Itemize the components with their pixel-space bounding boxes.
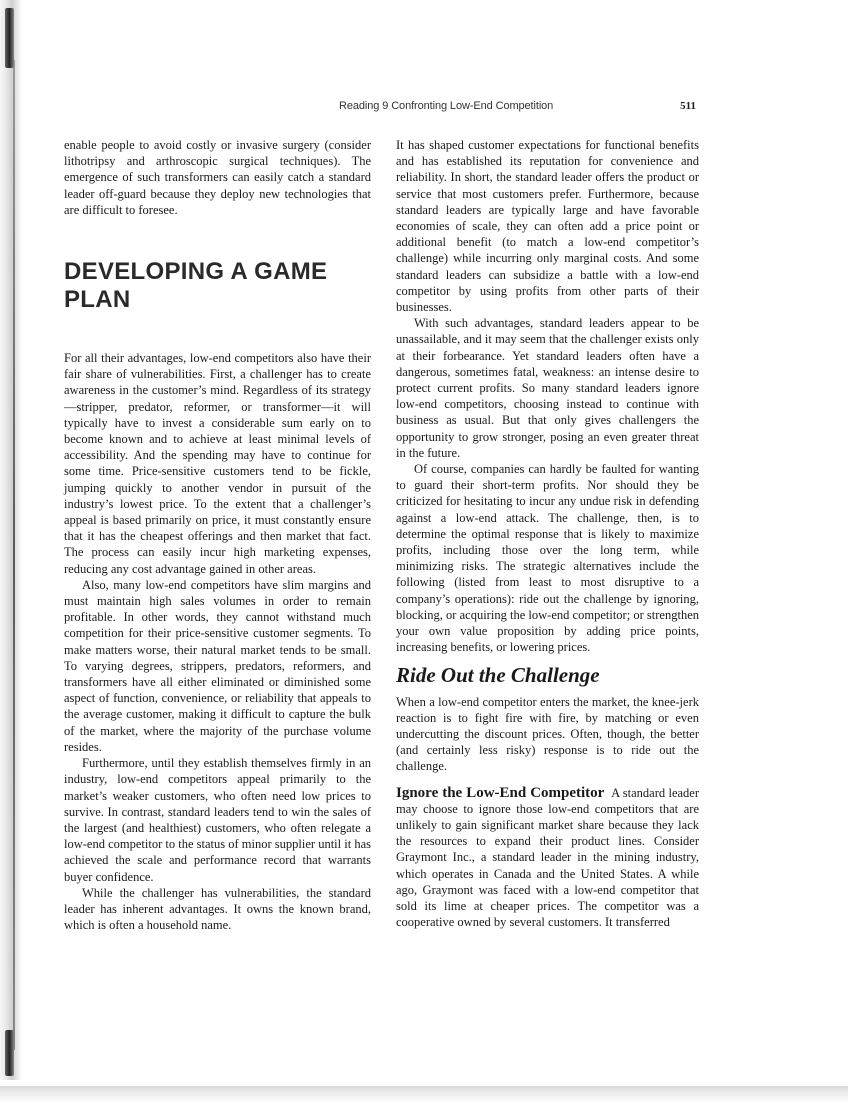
run-in-heading: Ignore the Low-End Competitor [396, 784, 605, 801]
binding-edge-line [13, 60, 15, 1050]
running-title: Reading 9 Confronting Low-End Competition [339, 100, 554, 112]
body-paragraph: It has shaped customer expectations for functional benefits and has established its reputation for convenience and reliability. In short, the standard leader offers the product or service that most customers prefer. Furthermore, because standard leaders are typically large and have favorable economies of scale, they can often add a price point or additional benefit (to match a low-end competitor’s challenge) while incurring only marginal costs. And some standard leaders can subsidize a battle with a low-end competitor by using profits from other parts of their businesses. [396, 138, 699, 315]
subsection-heading: Ride Out the Challenge [396, 662, 600, 687]
binding-mark-bottom [5, 1030, 14, 1076]
body-paragraph: For all their advantages, low-end competitors also have their fair share of vulnerabilities. First, a challenger has to create awareness in the customer’s mind. Regardless of its strategy—stripper, predator, reformer, or transformer—it will typically have to invest a considerable sum early on to become known and to achieve at least minimal levels of accessibility. And the spending may have to continue for some time. Price-sensitive customers tend to be fickle, jumping quickly to another vendor in pursuit of the industry’s lowest price. To the extent that a challenger’s appeal is based primarily on price, it must constantly ensure that it has the cheapest offerings and then market that fact. The process can easily incur high marketing expenses, reducing any cost advantage gained in other areas. [64, 351, 371, 576]
binding-shadow [0, 0, 22, 1080]
section-heading: DEVELOPING A GAME PLAN [64, 258, 328, 314]
body-paragraph: Of course, companies can hardly be faulted for wanting to guard their short-term profits. Nor should they be criticized for hesitating to incur any undue risk in defending against a low-end attack. The challenge, then, is to determine the optimal response that is likely to maximize profits, including those over the long term, while minimizing risks. The strategic alternatives include the following (listed from least to most disruptive to a company’s operations): ride out the challenge by ignoring, blocking, or acquiring the low-end competitor; or strengthen your own value proposition by adding price points, increasing benefits, or lowering prices. [396, 462, 699, 655]
binding-mark-top [5, 8, 14, 68]
right-column [396, 137, 699, 930]
body-paragraph: When a low-end competitor enters the market, the knee-jerk reaction is to fight fire with fire, by matching or even undercutting the discount prices. Often, though, the better (and certainly less risky) response is to ride out the challenge. [396, 694, 699, 774]
run-in-paragraph [396, 785, 699, 931]
page-bottom-edge [0, 1086, 848, 1103]
body-paragraph: While the challenger has vulnerabilities, the standard leader has inherent advantages. It owns the known brand, which is often a household name. [64, 885, 371, 933]
body-paragraph: Furthermore, until they establish themselves firmly in an industry, low-end competitors appeal primarily to the market’s weaker customers, who often need low prices to survive. In contrast, standard leaders tend to win the sales of the largest (and healthiest) customers, who often relegate a low-end competitor to the status of minor supplier until it has achieved the scale and performance record that warrants buyer confidence. [64, 756, 371, 884]
body-paragraph: With such advantages, standard leaders appear to be unassailable, and it may seem that the challenger exists only at their forbearance. Yet standard leaders often have a dangerous, sometimes fatal, weakness: an intense desire to protect current profits. So many standard leaders ignore low-end competitors, choosing instead to continue with business as usual. But that only gives challengers the opportunity to grow stronger, posing an even greater threat in the future. [396, 316, 699, 460]
running-header [60, 100, 700, 118]
intro-paragraph: enable people to avoid costly or invasive surgery (consider lithotripsy and arthroscopic surgical techniques). The emergence of such transformers can easily catch a standard leader off-guard because they deploy new technologies that are difficult to foresee. [64, 138, 371, 217]
body-paragraph: Also, many low-end competitors have slim margins and must maintain high sales volumes in order to remain profitable. In other words, they cannot withstand much competition for their price-sensitive customer segments. To make matters worse, their natural market tends to be small. To varying degrees, strippers, predators, reformers, and transformers have all either eliminated or diminished some aspect of function, convenience, or reliability that appeals to the average customer, making it difficult to capture the bulk of the market, where the majority of the purchase volume resides. [64, 577, 371, 754]
page-number: 511 [680, 100, 696, 112]
run-in-text: A standard leader may choose to ignore those low-end competitors that are unlikely to gain significant market share because they lack the resources to expand their product lines. Consider Graymont Inc., a standard leader in the mining industry, which operates in Canada and the United States. A while ago, Graymont was faced with a low-end competitor that sold its lime at cheaper prices. The competitor was a cooperative owned by several customers. It transferred [396, 785, 699, 930]
left-column [64, 137, 371, 933]
